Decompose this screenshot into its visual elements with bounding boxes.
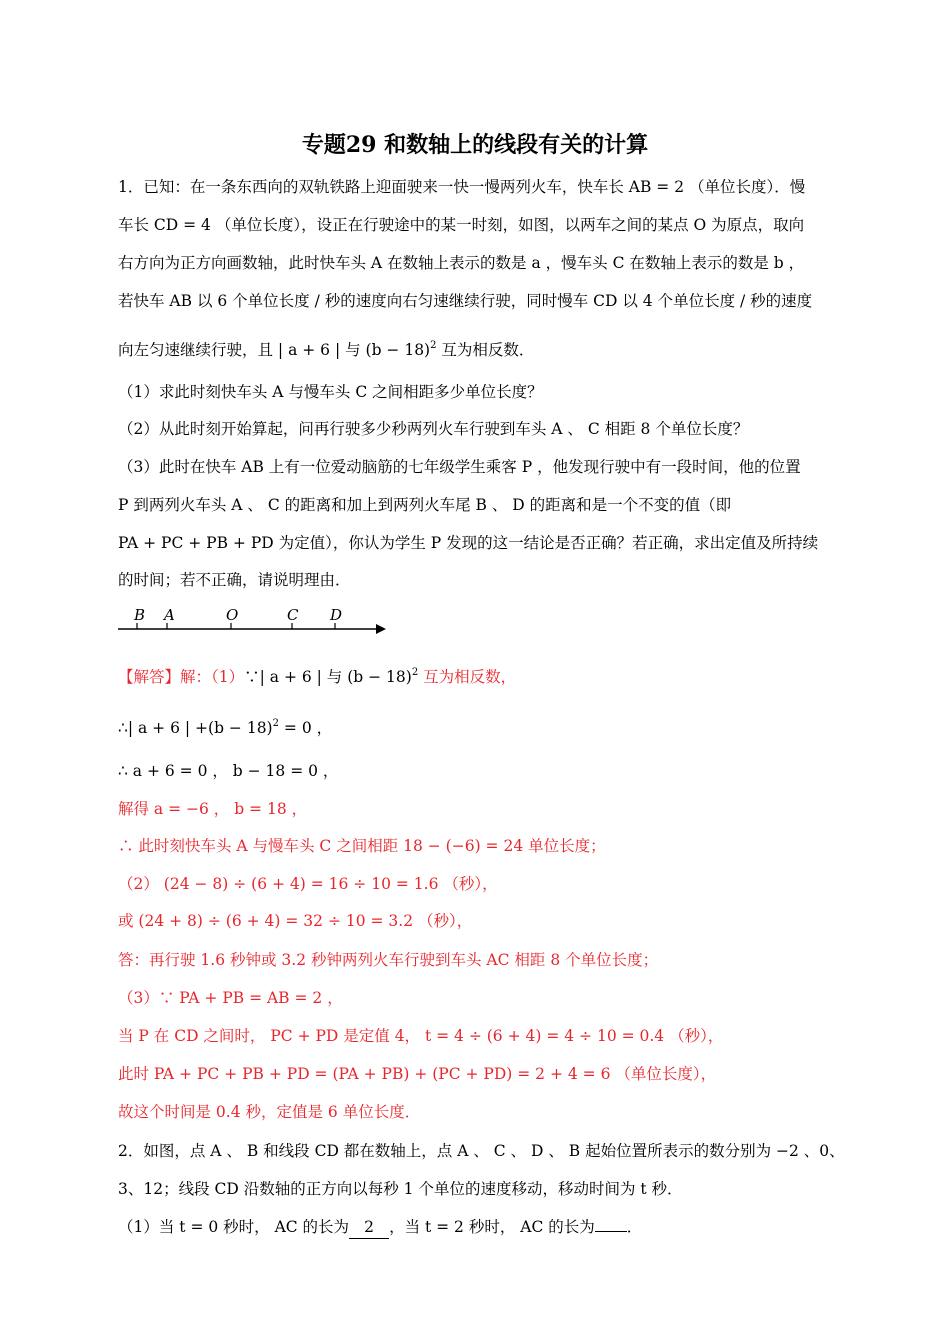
- problem2-question1-mid: ，当 t = 2 秒时， AC 的长为: [389, 1218, 595, 1236]
- answer-line10: 当 P 在 CD 之间时， PC + PD 是定值 4， t = 4 ÷ (6 + 4) = 4 ÷ 10 = 0.4 （秒），: [118, 1027, 724, 1045]
- answer-line3: ∴ a + 6 = 0 ， b − 18 = 0 ，: [118, 762, 339, 780]
- problem1-line1: 1．已知：在一条东西向的双轨铁路上迎面驶来一快一慢两列火车，快车长 AB = 2 （单位长度）．慢: [118, 178, 806, 196]
- problem1-question1: （1）求此时刻快车头 A 与慢车头 C 之间相距多少单位长度？: [118, 383, 543, 401]
- problem1-line2: 车长 CD = 4 （单位长度），设正在行驶途中的某一时刻，如图，以两车之间的某点 O 为原点，取向: [118, 216, 805, 234]
- problem2-line2: 3、12；线段 CD 沿数轴的正方向以每秒 1 个单位的速度移动，移动时间为 t 秒．: [118, 1180, 683, 1198]
- answer-line8: 答：再行驶 1.6 秒钟或 3.2 秒钟两列火车行驶到车头 AC 相距 8 个单位长度；: [118, 951, 659, 969]
- label-b: B: [134, 606, 146, 624]
- answer-line1-math: ∵| a + 6 | 与 (b − 18): [244, 668, 412, 686]
- label-d: D: [330, 606, 343, 624]
- problem1-line5-exponent: 2: [430, 340, 437, 351]
- answer-line2-end: = 0 ，: [278, 719, 333, 737]
- answer-line1-end: 互为相反数，: [418, 668, 517, 686]
- number-line-arrow: [376, 624, 386, 634]
- problem1-question2: （2）从此时刻开始算起，问再行驶多少秒两列火车行驶到车头 A 、 C 相距 8 个单位长度？: [118, 420, 749, 438]
- answer-blank-2[interactable]: [595, 1231, 627, 1232]
- answer-tag: 【解答】: [118, 668, 181, 686]
- answer-line11: 此时 PA + PC + PB + PD = (PA + PB) + (PC + PD) = 2 + 4 = 6 （单位长度），: [118, 1065, 717, 1083]
- answer-line9: （3）∵ PA + PB = AB = 2 ，: [118, 989, 343, 1007]
- page-title: 专题29 和数轴上的线段有关的计算: [301, 132, 649, 158]
- answer-line2: [118, 713, 332, 739]
- problem1-line3: 右方向为正方向画数轴，此时快车头 A 在数轴上表示的数是 a ，慢车头 C 在数轴上表示的数是 b ，: [118, 254, 805, 272]
- label-o: O: [226, 606, 239, 624]
- answer-line6: （2） (24 − 8) ÷ (6 + 4) = 16 ÷ 10 = 1.6 （秒），: [118, 875, 498, 893]
- answer-line12: 故这个时间是 0.4 秒，定值是 6 单位长度．: [118, 1103, 421, 1121]
- answer-line1-exponent: 2: [411, 667, 419, 678]
- problem1-question3-line3: PA + PC + PB + PD 为定值），你认为学生 P 发现的这一结论是否正确？若正确，求出定值及所持续: [118, 534, 819, 552]
- label-a: A: [164, 606, 175, 624]
- answer-line2-exponent: 2: [272, 718, 279, 729]
- problem1-question3-line4: 的时间；若不正确，请说明理由．: [118, 571, 351, 589]
- problem2-question1-end: ．: [626, 1218, 643, 1236]
- problem2-question1-text: （1）当 t = 0 秒时， AC 的长为: [118, 1218, 350, 1236]
- answer-line4: 解得 a = −6 ， b = 18 ，: [118, 800, 308, 818]
- problem2-line1: 2．如图，点 A 、 B 和线段 CD 都在数轴上，点 A 、 C 、 D 、 B 起始位置所表示的数分别为 −2 、0、: [118, 1142, 845, 1160]
- answer-blank-1[interactable]: 2: [349, 1216, 389, 1239]
- answer-line1-prefix: 解：（1）: [180, 668, 245, 686]
- problem1-question3-line2: P 到两列火车头 A 、 C 的距离和加上到两列火车尾 B 、 D 的距离和是一个不变的值（即: [118, 496, 732, 514]
- answer-line2-math: ∴| a + 6 | +(b − 18): [118, 719, 273, 737]
- number-line-figure: [114, 600, 389, 642]
- label-c: C: [287, 606, 299, 624]
- problem1-line5: [118, 335, 534, 361]
- answer-line7: 或 (24 + 8) ÷ (6 + 4) = 32 ÷ 10 = 3.2 （秒），: [118, 912, 473, 930]
- problem2-question1: [118, 1216, 642, 1239]
- answer-line5: ∴ 此时刻快车头 A 与慢车头 C 之间相距 18 − (−6) = 24 单位长度；: [118, 837, 606, 855]
- problem1-question3-line1: （3）此时在快车 AB 上有一位爱动脑筋的七年级学生乘客 P ，他发现行驶中有一段时间，他的位置: [118, 458, 801, 476]
- problem1-line4: 若快车 AB 以 6 个单位长度 / 秒的速度向右匀速继续行驶，同时慢车 CD 以 4 个单位长度 / 秒的速度: [118, 292, 813, 310]
- problem1-line5-end: 互为相反数．: [436, 341, 535, 359]
- problem1-line5-text: 向左匀速继续行驶，且 | a + 6 | 与 (b − 18): [118, 341, 431, 359]
- answer-line1: [118, 662, 516, 688]
